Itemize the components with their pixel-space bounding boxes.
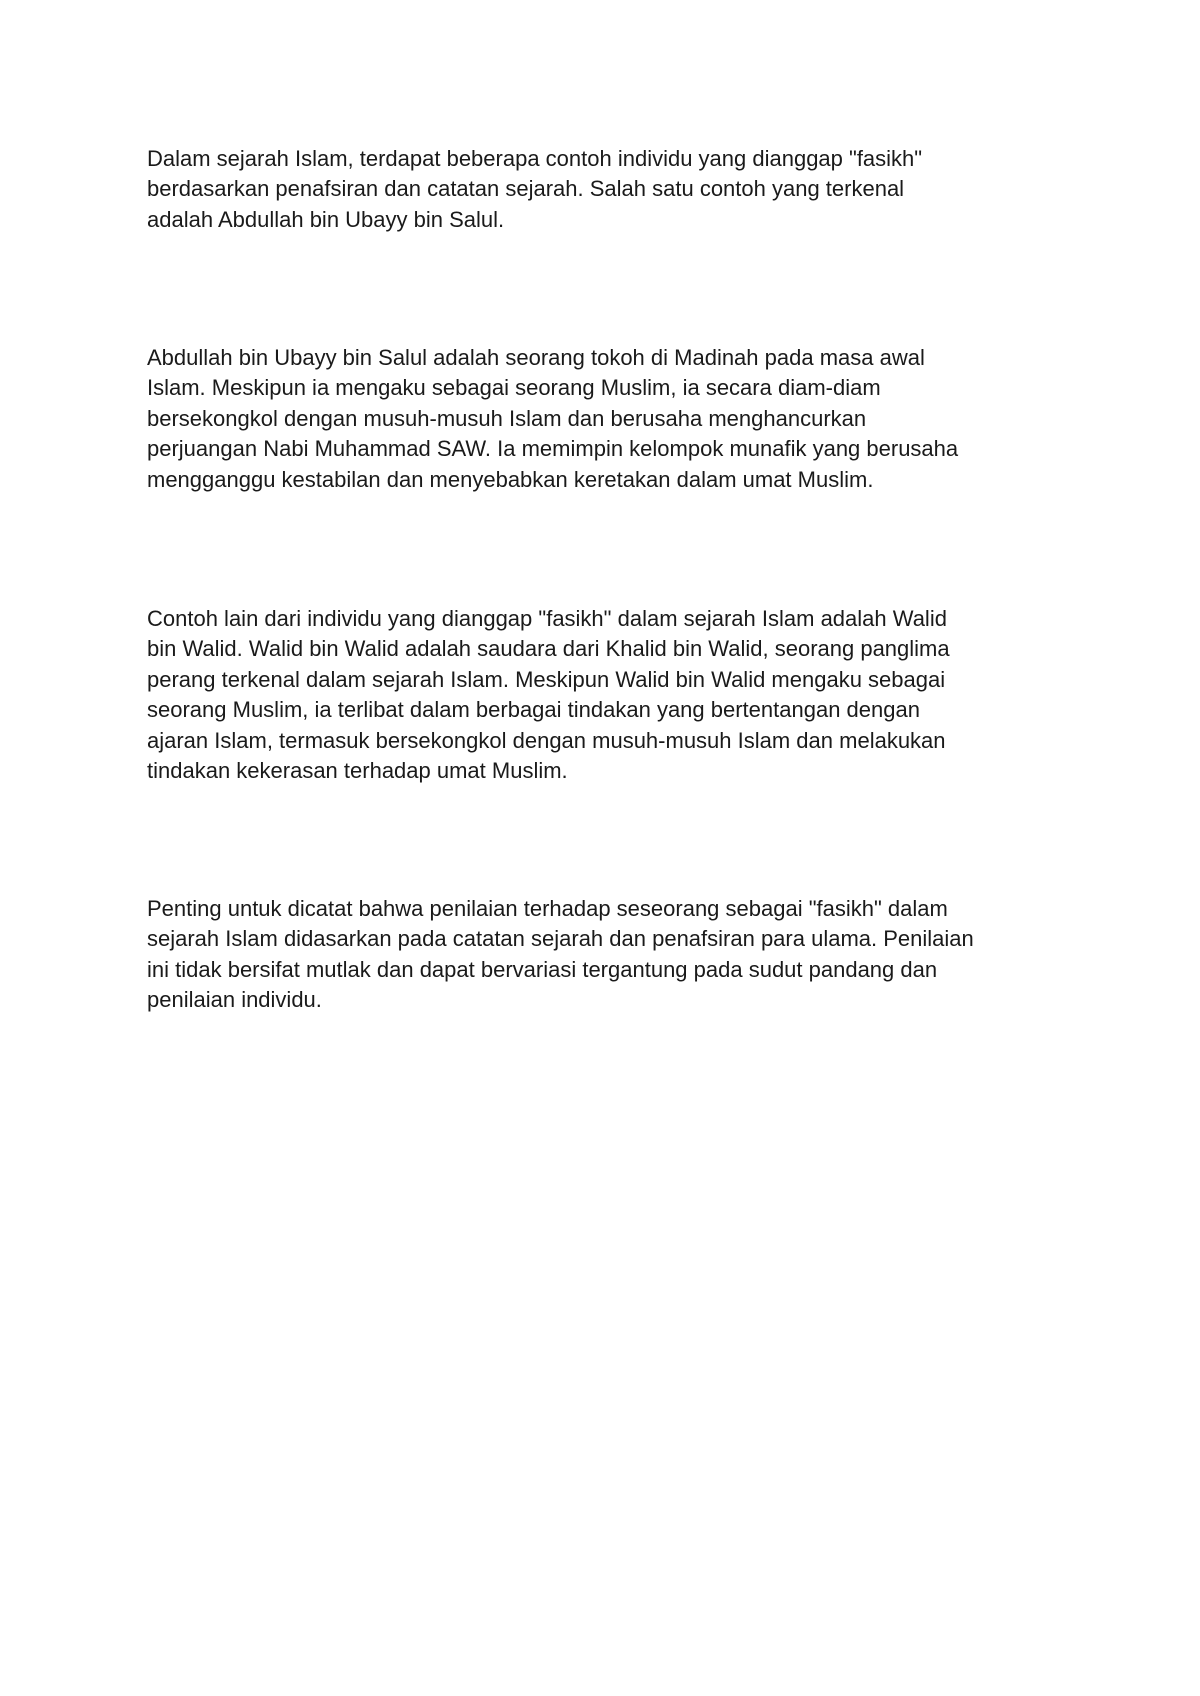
text-line: mengganggu kestabilan dan menyebabkan keretakan dalam umat Muslim. <box>147 466 874 492</box>
paragraph-conclusion <box>147 894 1067 1016</box>
paragraph-abdullah <box>147 343 1067 495</box>
text-line: sejarah Islam didasarkan pada catatan sejarah dan penafsiran para ulama. Penilaian <box>147 926 974 952</box>
text-line: seorang Muslim, ia terlibat dalam berbagai tindakan yang bertentangan dengan <box>147 697 920 723</box>
paragraph-walid <box>147 604 1067 786</box>
text-line: perang terkenal dalam sejarah Islam. Meskipun Walid bin Walid mengaku sebagai <box>147 666 946 692</box>
text-line: Dalam sejarah Islam, terdapat beberapa contoh individu yang dianggap "fasikh" <box>147 146 923 171</box>
text-line: bersekongkol dengan musuh-musuh Islam dan berusaha menghancurkan <box>147 405 867 431</box>
text-line: ini tidak bersifat mutlak dan dapat bervariasi tergantung pada sudut pandang dan <box>147 956 938 982</box>
text-line: tindakan kekerasan terhadap umat Muslim. <box>147 758 568 784</box>
text-line: ajaran Islam, termasuk bersekongkol dengan musuh-musuh Islam dan melakukan <box>147 727 946 753</box>
text-line: adalah Abdullah bin Ubayy bin Salul. <box>147 206 505 232</box>
text-line: perjuangan Nabi Muhammad SAW. Ia memimpin kelompok munafik yang berusaha <box>147 436 959 462</box>
text-line: Islam. Meskipun ia mengaku sebagai seorang Muslim, ia secara diam-diam <box>147 375 881 401</box>
text-line: Abdullah bin Ubayy bin Salul adalah seorang tokoh di Madinah pada masa awal <box>147 345 925 370</box>
text-line: penilaian individu. <box>147 987 322 1013</box>
text-line: berdasarkan penafsiran dan catatan sejarah. Salah satu contoh yang terkenal <box>147 176 905 202</box>
paragraph-intro <box>147 144 1067 235</box>
text-line: Contoh lain dari individu yang dianggap "fasikh" dalam sejarah Islam adalah Walid <box>147 606 947 631</box>
text-line: bin Walid. Walid bin Walid adalah saudara dari Khalid bin Walid, seorang panglima <box>147 636 950 662</box>
text-line: Penting untuk dicatat bahwa penilaian terhadap seseorang sebagai "fasikh" dalam <box>147 896 948 921</box>
